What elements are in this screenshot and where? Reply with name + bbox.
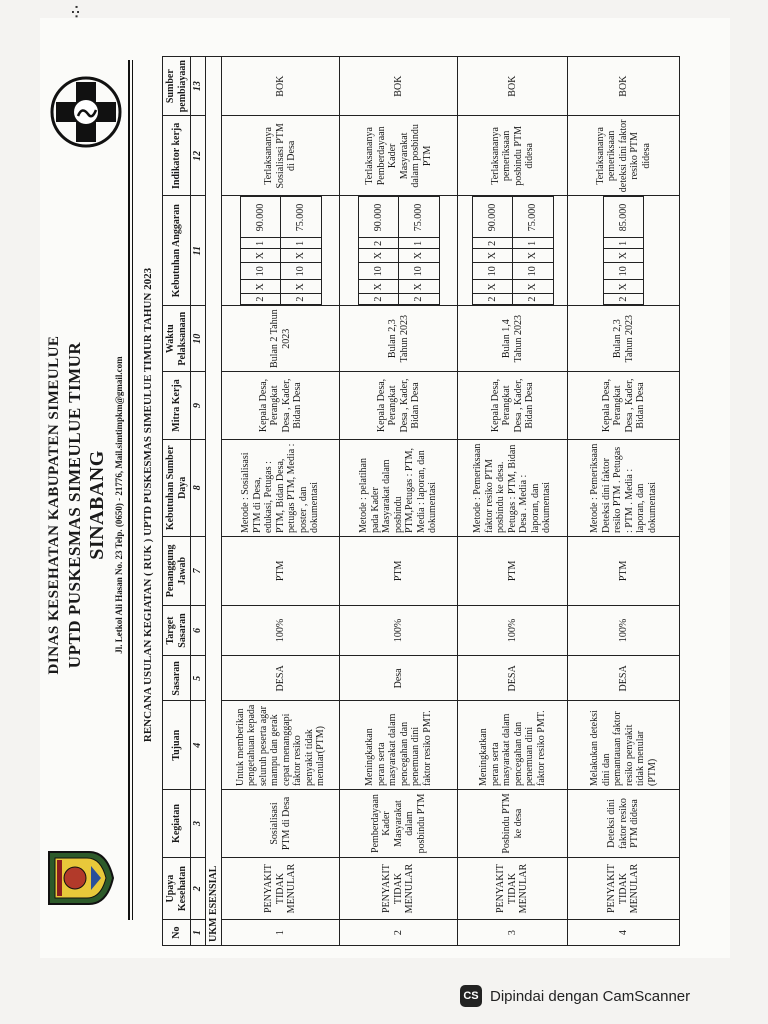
sumber-daya: Metode : Pemeriksaan faktor resiko PTM posbindu ke desa. Petugas : PTM, Bidan Desa . Media : laporan, dan dokumentasi bbox=[458, 439, 568, 536]
sasaran: DESA bbox=[458, 656, 568, 701]
waktu-pelaksanaan: Bulan 1,4 Tahun 2023 bbox=[458, 306, 568, 372]
sumber-pembiayaan: BOK bbox=[340, 57, 458, 116]
waktu-pelaksanaan: Bulan 2 Tahun 2023 bbox=[222, 306, 340, 372]
city-name: SINABANG bbox=[86, 450, 108, 560]
anggaran-part: 1 bbox=[281, 238, 322, 249]
sasaran: Desa bbox=[340, 656, 458, 701]
anggaran-part: X bbox=[281, 280, 322, 294]
col-waktu: Waktu Pelaksanaan bbox=[163, 306, 191, 372]
anggaran-part: 2 bbox=[399, 294, 440, 305]
camscanner-text: Dipindai dengan CamScanner bbox=[490, 987, 691, 1005]
table-row bbox=[458, 57, 568, 946]
column-number: 3 bbox=[191, 790, 206, 858]
anggaran-part: 75.000 bbox=[281, 197, 322, 238]
anggaran-line bbox=[358, 197, 399, 305]
anggaran-line bbox=[240, 197, 281, 305]
col-no: No bbox=[163, 920, 191, 946]
anggaran-part: 10 bbox=[472, 263, 513, 280]
anggaran-line bbox=[399, 197, 440, 305]
table-row bbox=[340, 57, 458, 946]
row-no: 2 bbox=[340, 920, 458, 946]
section-row bbox=[205, 57, 222, 946]
anggaran-part: X bbox=[281, 249, 322, 263]
upaya-kesehatan: PENYAKIT TIDAK MENULAR bbox=[222, 857, 340, 919]
anggaran-part: 10 bbox=[281, 263, 322, 280]
penanggung-jawab: PTM bbox=[568, 537, 680, 606]
anggaran-part: 90.000 bbox=[358, 197, 399, 238]
column-number: 12 bbox=[191, 116, 206, 196]
tujuan: Meningkatkan peran serta masyarakat dalam pencegahan dan penemuan dini faktor resiko PMT. bbox=[340, 701, 458, 790]
anggaran-part: X bbox=[399, 249, 440, 263]
kebutuhan-anggaran bbox=[458, 196, 568, 306]
anggaran-part: 2 bbox=[240, 294, 281, 305]
col-anggaran: Kebutuhan Anggaran bbox=[163, 196, 191, 306]
col-kegiatan: Kegiatan bbox=[163, 790, 191, 858]
mitra-kerja: Kepala Desa, Perangkat Desa , Kader, Bidan Desa bbox=[222, 372, 340, 439]
anggaran-line bbox=[281, 197, 322, 305]
column-number: 6 bbox=[191, 605, 206, 656]
target-sasaran: 100% bbox=[568, 605, 680, 656]
agency-name: DINAS KESEHATAN KABUPATEN SIMEULUE bbox=[46, 335, 62, 675]
penanggung-jawab: PTM bbox=[340, 537, 458, 606]
sumber-pembiayaan: BOK bbox=[568, 57, 680, 116]
sasaran: DESA bbox=[568, 656, 680, 701]
sumber-pembiayaan: BOK bbox=[222, 57, 340, 116]
column-number: 9 bbox=[191, 372, 206, 439]
document-title: RENCANA USULAN KEGIATAN ( RUK ) UPTD PUSKESMAS SIMEULUE TIMUR TAHUN 2023 bbox=[142, 267, 154, 743]
col-sasaran: Sasaran bbox=[163, 656, 191, 701]
address-line: Jl. Letkol Ali Hasan No. 23 Telp. (0650) - 21776, Mail.simtimpkm@gmail.com bbox=[114, 356, 124, 654]
camscanner-watermark bbox=[460, 985, 690, 1007]
col-indikator: Indikator kerja bbox=[163, 116, 191, 196]
anggaran-part: X bbox=[399, 280, 440, 294]
anggaran-part: 2 bbox=[358, 294, 399, 305]
ruk-table bbox=[162, 56, 680, 946]
anggaran-part: 2 bbox=[472, 294, 513, 305]
row-no: 3 bbox=[458, 920, 568, 946]
target-sasaran: 100% bbox=[222, 605, 340, 656]
kegiatan: Pemberdayaan Kader Masyarakat dalam posbindu PTM bbox=[340, 790, 458, 858]
camscanner-logo-icon: CS bbox=[460, 985, 482, 1007]
anggaran-part: X bbox=[358, 280, 399, 294]
anggaran-line bbox=[603, 197, 644, 305]
table-header-row bbox=[163, 57, 191, 946]
col-upaya: Upaya Kesehatan bbox=[163, 857, 191, 919]
penanggung-jawab: PTM bbox=[222, 537, 340, 606]
anggaran-part: 75.000 bbox=[399, 197, 440, 238]
kebutuhan-anggaran bbox=[568, 196, 680, 306]
col-tujuan: Tujuan bbox=[163, 701, 191, 790]
sumber-pembiayaan: BOK bbox=[458, 57, 568, 116]
anggaran-part: 2 bbox=[513, 294, 554, 305]
anggaran-part: 10 bbox=[240, 263, 281, 280]
col-pembiayaan: Sumber pembiayaan bbox=[163, 57, 191, 116]
mitra-kerja: Kepala Desa, Perangkat Desa , Kader, Bidan Desa bbox=[458, 372, 568, 439]
column-number: 4 bbox=[191, 701, 206, 790]
mitra-kerja: Kepala Desa, Perangkat Desa , Kader, Bidan Desa bbox=[568, 372, 680, 439]
anggaran-part: 2 bbox=[281, 294, 322, 305]
table-row bbox=[222, 57, 340, 946]
column-number: 2 bbox=[191, 857, 206, 919]
kegiatan: Posbindu PTM ke desa bbox=[458, 790, 568, 858]
col-pj: Penanggung Jawab bbox=[163, 537, 191, 606]
anggaran-part: 2 bbox=[472, 238, 513, 249]
kegiatan: Sosialisasi PTM di Desa bbox=[222, 790, 340, 858]
indikator-kerja: Terlaksananya Pemberdayaan Kader Masyarakat dalam posbindu PTM bbox=[340, 116, 458, 196]
anggaran-part: 85.000 bbox=[603, 197, 644, 238]
anggaran-part: X bbox=[472, 280, 513, 294]
upaya-kesehatan: PENYAKIT TIDAK MENULAR bbox=[568, 857, 680, 919]
column-number-row bbox=[191, 57, 206, 946]
anggaran-part: X bbox=[358, 249, 399, 263]
anggaran-line bbox=[472, 197, 513, 305]
anggaran-part: 2 bbox=[358, 238, 399, 249]
row-no: 1 bbox=[222, 920, 340, 946]
anggaran-part: X bbox=[240, 280, 281, 294]
target-sasaran: 100% bbox=[340, 605, 458, 656]
column-number: 10 bbox=[191, 306, 206, 372]
tujuan: Melakukan deteksi dini dan pemantauan faktor resiko penyakit tidak menular (PTM) bbox=[568, 701, 680, 790]
column-number: 11 bbox=[191, 196, 206, 306]
upaya-kesehatan: PENYAKIT TIDAK MENULAR bbox=[340, 857, 458, 919]
tujuan: Meningkatkan peran serta masyarakat dalam pencegahan dan penemuan dini faktor resiko PMT. bbox=[458, 701, 568, 790]
row-no: 4 bbox=[568, 920, 680, 946]
sumber-daya: Metode : pelatihan pada Kader Masyarakat dalam posbindu PTM,Petugas : PTM, Media : laporan, dan dokumentasi bbox=[340, 439, 458, 536]
anggaran-part: 75.000 bbox=[513, 197, 554, 238]
anggaran-part: X bbox=[513, 280, 554, 294]
col-sumber-daya: Kebutuhan Sumber Daya bbox=[163, 439, 191, 536]
kebutuhan-anggaran bbox=[222, 196, 340, 306]
anggaran-part: 90.000 bbox=[472, 197, 513, 238]
anggaran-part: 10 bbox=[603, 263, 644, 280]
section-label: UKM ESENSIAL bbox=[205, 57, 222, 946]
col-mitra: Mitra Kerja bbox=[163, 372, 191, 439]
anggaran-part: X bbox=[240, 249, 281, 263]
anggaran-part: 10 bbox=[358, 263, 399, 280]
simeulue-regency-logo-icon bbox=[45, 846, 115, 910]
rotated-document bbox=[40, 50, 730, 980]
sumber-daya: Metode : Pemeriksaan Deteksi dini faktor resiko PTM . Petugas : PTM . Media : laporan, dan dokumentasi bbox=[568, 439, 680, 536]
column-number: 1 bbox=[191, 920, 206, 946]
header-rule-thick bbox=[128, 60, 130, 920]
anggaran-lines bbox=[603, 196, 645, 305]
anggaran-part: 1 bbox=[603, 238, 644, 249]
indikator-kerja: Terlaksananya Sosialisasi PTM di Desa bbox=[222, 116, 340, 196]
anggaran-part: 10 bbox=[399, 263, 440, 280]
header-rule-thin bbox=[132, 60, 133, 920]
tujuan: Untuk memberikan pengetahuan kepada seluruh peserta agar mampu dan gerak cepat menanggapi faktor resiko penyakit tidak menular(PTM) bbox=[222, 701, 340, 790]
puskesmas-name: UPTD PUSKESMAS SIMEULUE TIMUR bbox=[65, 341, 84, 669]
mitra-kerja: Kepala Desa, Perangkat Desa , Kader, Bidan Desa bbox=[340, 372, 458, 439]
anggaran-part: X bbox=[472, 249, 513, 263]
scan-mark: ·:· bbox=[69, 5, 85, 19]
target-sasaran: 100% bbox=[458, 605, 568, 656]
kegiatan: Deteksi dini faktor resiko PTM didesa bbox=[568, 790, 680, 858]
column-number: 7 bbox=[191, 537, 206, 606]
health-cross-logo-icon bbox=[48, 74, 124, 150]
waktu-pelaksanaan: Bulan 2,3 Tahun 2023 bbox=[340, 306, 458, 372]
kebutuhan-anggaran bbox=[340, 196, 458, 306]
col-target: Target Sasaran bbox=[163, 605, 191, 656]
anggaran-lines bbox=[240, 196, 322, 305]
anggaran-part: X bbox=[603, 249, 644, 263]
anggaran-lines bbox=[358, 196, 440, 305]
anggaran-part: 1 bbox=[240, 238, 281, 249]
column-number: 8 bbox=[191, 439, 206, 536]
anggaran-part: 1 bbox=[513, 238, 554, 249]
anggaran-part: 1 bbox=[399, 238, 440, 249]
sumber-daya: Metode : Sosialisasi PTM di Desa, edukasi, Petugas : PTM, Bidan Desa, petugas PTM, Media : poster , dan dokumentasi bbox=[222, 439, 340, 536]
indikator-kerja: Terlaksananya pemeriksaan posbindu PTM didesa bbox=[458, 116, 568, 196]
anggaran-part: 2 bbox=[603, 294, 644, 305]
anggaran-lines bbox=[472, 196, 554, 305]
anggaran-part: X bbox=[513, 249, 554, 263]
upaya-kesehatan: PENYAKIT TIDAK MENULAR bbox=[458, 857, 568, 919]
column-number: 13 bbox=[191, 57, 206, 116]
anggaran-line bbox=[513, 197, 554, 305]
table-row bbox=[568, 57, 680, 946]
column-number: 5 bbox=[191, 656, 206, 701]
waktu-pelaksanaan: Bulan 2,3 Tahun 2023 bbox=[568, 306, 680, 372]
anggaran-part: 90.000 bbox=[240, 197, 281, 238]
penanggung-jawab: PTM bbox=[458, 537, 568, 606]
sasaran: DESA bbox=[222, 656, 340, 701]
anggaran-part: 10 bbox=[513, 263, 554, 280]
indikator-kerja: Terlaksananya pemeriksaan deteksi dini faktor resiko PTM didesa bbox=[568, 116, 680, 196]
anggaran-part: X bbox=[603, 280, 644, 294]
